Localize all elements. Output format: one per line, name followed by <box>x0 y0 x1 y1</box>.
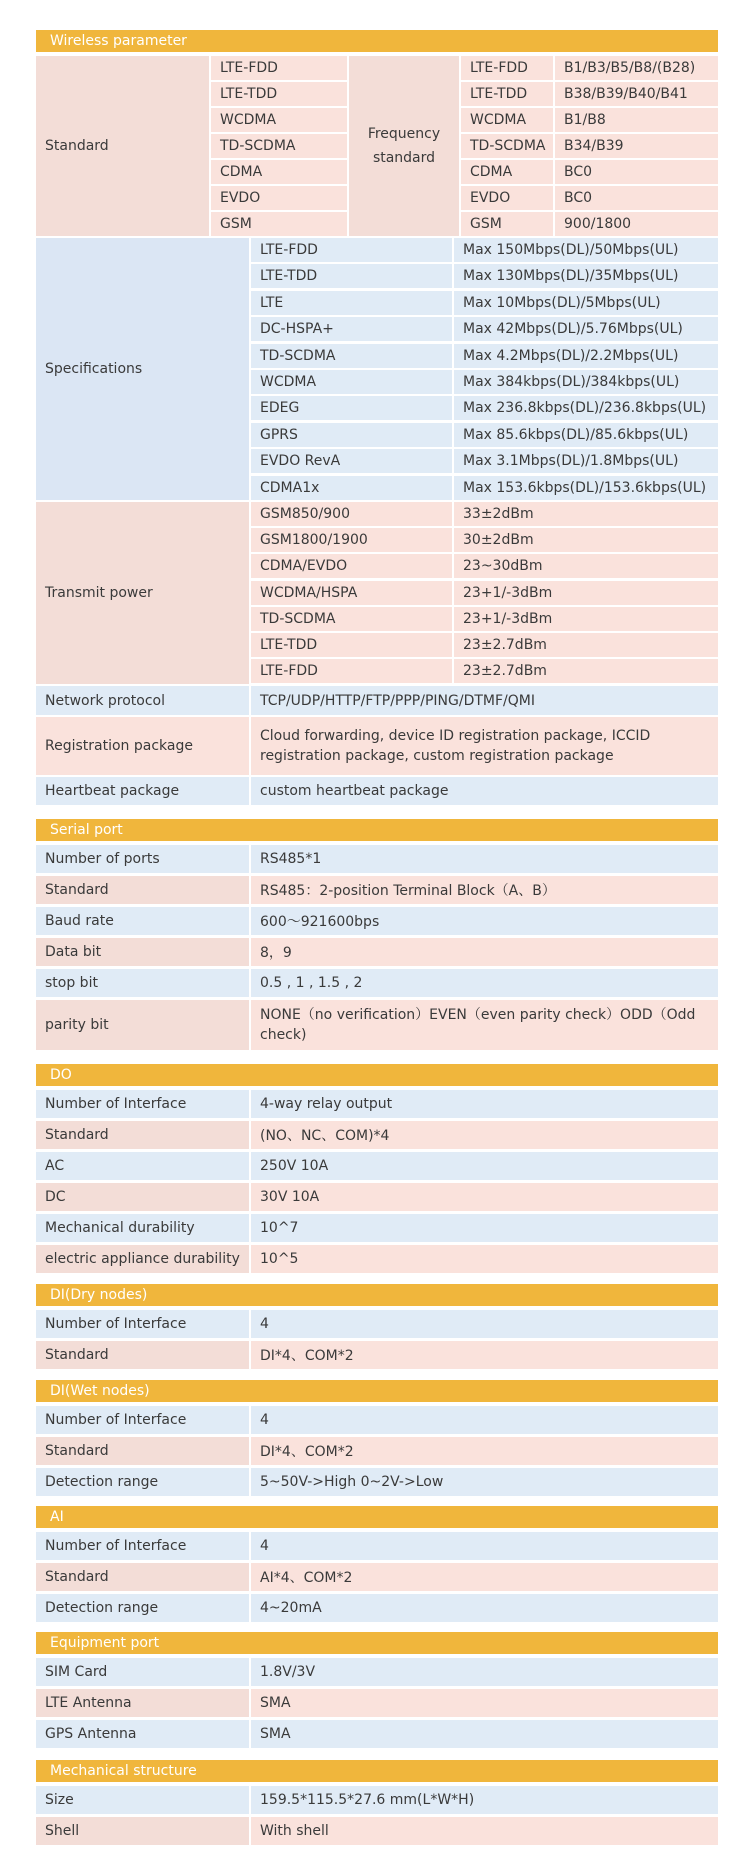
standard-item: EVDO <box>211 186 347 210</box>
row-label: Size <box>36 1786 249 1814</box>
row-label: Standard <box>36 876 249 904</box>
standard-item: CDMA <box>211 160 347 184</box>
spec-value: Max 150Mbps(DL)/50Mbps(UL) <box>454 238 718 262</box>
tx-value: 23+1/-3dBm <box>454 607 718 631</box>
standard-label: Standard <box>36 56 209 236</box>
row-label: Standard <box>36 1121 249 1149</box>
frequency-name: LTE-TDD <box>461 82 553 106</box>
row-value: 10^5 <box>251 1245 718 1273</box>
row-label: Detection range <box>36 1594 249 1622</box>
frequency-value: B34/B39 <box>555 134 718 158</box>
section-header-equipment: Equipment port <box>36 1632 718 1654</box>
tx-name: GSM850/900 <box>251 502 452 526</box>
row-label: Number of Interface <box>36 1310 249 1338</box>
section-header-ai: AI <box>36 1506 718 1528</box>
tx-name: TD-SCDMA <box>251 607 452 631</box>
spec-name: CDMA1x <box>251 476 452 500</box>
row-label: Standard <box>36 1437 249 1465</box>
spec-name: EDEG <box>251 396 452 420</box>
tx-name: CDMA/EVDO <box>251 554 452 578</box>
section-header-di-dry: DI(Dry nodes) <box>36 1284 718 1306</box>
spec-value: Max 130Mbps(DL)/35Mbps(UL) <box>454 264 718 288</box>
spec-name: GPRS <box>251 423 452 447</box>
tx-value: 23±2.7dBm <box>454 633 718 657</box>
row-value: RS485*1 <box>251 845 718 873</box>
tx-name: GSM1800/1900 <box>251 528 452 552</box>
row-label: electric appliance durability <box>36 1245 249 1273</box>
row-value: 159.5*115.5*27.6 mm(L*W*H) <box>251 1786 718 1814</box>
row-label: Baud rate <box>36 907 249 935</box>
row-label: Standard <box>36 1341 249 1369</box>
row-value: 1.8V/3V <box>251 1658 718 1686</box>
row-label: Number of Interface <box>36 1406 249 1434</box>
row-value: With shell <box>251 1817 718 1845</box>
heartbeat-package-value: custom heartbeat package <box>251 777 718 805</box>
spec-name: WCDMA <box>251 370 452 394</box>
section-header-serial: Serial port <box>36 819 718 841</box>
section-header-mechanical: Mechanical structure <box>36 1760 718 1782</box>
tx-value: 23~30dBm <box>454 554 718 578</box>
row-value: 4 <box>251 1532 718 1560</box>
frequency-name: EVDO <box>461 186 553 210</box>
frequency-value: B1/B3/B5/B8/(B28) <box>555 56 718 80</box>
tx-name: WCDMA/HSPA <box>251 581 452 605</box>
row-value: 0.5 , 1 , 1.5 , 2 <box>251 969 718 997</box>
frequency-name: LTE-FDD <box>461 56 553 80</box>
section-header-di-wet: DI(Wet nodes) <box>36 1380 718 1402</box>
frequency-name: TD-SCDMA <box>461 134 553 158</box>
row-label: parity bit <box>36 1000 249 1050</box>
row-value: 4 <box>251 1406 718 1434</box>
row-value: 5~50V->High 0~2V->Low <box>251 1468 718 1496</box>
tx-value: 33±2dBm <box>454 502 718 526</box>
frequency-value: BC0 <box>555 160 718 184</box>
row-label: Number of Interface <box>36 1532 249 1560</box>
row-label: Mechanical durability <box>36 1214 249 1242</box>
spec-value: Max 153.6kbps(DL)/153.6kbps(UL) <box>454 476 718 500</box>
spec-value: Max 236.8kbps(DL)/236.8kbps(UL) <box>454 396 718 420</box>
spec-name: DC-HSPA+ <box>251 317 452 341</box>
section-header-wireless: Wireless parameter <box>36 30 718 52</box>
row-value: 10^7 <box>251 1214 718 1242</box>
row-value: (NO、NC、COM)*4 <box>251 1121 718 1149</box>
network-protocol-label: Network protocol <box>36 686 249 715</box>
row-value: 30V 10A <box>251 1183 718 1211</box>
spec-value: Max 85.6kbps(DL)/85.6kbps(UL) <box>454 423 718 447</box>
row-label: SIM Card <box>36 1658 249 1686</box>
row-label: Detection range <box>36 1468 249 1496</box>
frequency-name: CDMA <box>461 160 553 184</box>
standard-item: WCDMA <box>211 108 347 132</box>
registration-package-value: Cloud forwarding, device ID registration package, ICCID registration package, custom registration package <box>251 717 718 775</box>
specifications-label: Specifications <box>36 238 249 500</box>
row-label: Number of Interface <box>36 1090 249 1118</box>
spec-name: LTE-FDD <box>251 238 452 262</box>
row-value: RS485：2-position Terminal Block（A、B） <box>251 876 718 904</box>
frequency-value: BC0 <box>555 186 718 210</box>
spec-name: LTE-TDD <box>251 264 452 288</box>
row-value: SMA <box>251 1689 718 1717</box>
frequency-value: B38/B39/B40/B41 <box>555 82 718 106</box>
row-label: Number of ports <box>36 845 249 873</box>
row-value: DI*4、COM*2 <box>251 1341 718 1369</box>
spec-value: Max 4.2Mbps(DL)/2.2Mbps(UL) <box>454 344 718 368</box>
tx-value: 30±2dBm <box>454 528 718 552</box>
transmit-power-label: Transmit power <box>36 502 249 684</box>
spec-value: Max 384kbps(DL)/384kbps(UL) <box>454 370 718 394</box>
row-value: 600～921600bps <box>251 907 718 935</box>
row-label: Standard <box>36 1563 249 1591</box>
spec-value: Max 10Mbps(DL)/5Mbps(UL) <box>454 291 718 315</box>
tx-name: LTE-TDD <box>251 633 452 657</box>
row-label: Data bit <box>36 938 249 966</box>
frequency-standard-label: Frequency standard <box>349 56 459 236</box>
spec-name: TD-SCDMA <box>251 344 452 368</box>
row-value: 4~20mA <box>251 1594 718 1622</box>
row-value: 250V 10A <box>251 1152 718 1180</box>
frequency-value: 900/1800 <box>555 212 718 236</box>
row-label: stop bit <box>36 969 249 997</box>
section-header-do: DO <box>36 1064 718 1086</box>
spec-value: Max 42Mbps(DL)/5.76Mbps(UL) <box>454 317 718 341</box>
spec-name: EVDO RevA <box>251 449 452 473</box>
tx-value: 23+1/-3dBm <box>454 581 718 605</box>
row-label: AC <box>36 1152 249 1180</box>
row-label: GPS Antenna <box>36 1720 249 1748</box>
row-value: DI*4、COM*2 <box>251 1437 718 1465</box>
spec-value: Max 3.1Mbps(DL)/1.8Mbps(UL) <box>454 449 718 473</box>
frequency-name: WCDMA <box>461 108 553 132</box>
row-label: DC <box>36 1183 249 1211</box>
tx-value: 23±2.7dBm <box>454 659 718 683</box>
row-label: LTE Antenna <box>36 1689 249 1717</box>
network-protocol-value: TCP/UDP/HTTP/FTP/PPP/PING/DTMF/QMI <box>251 686 718 715</box>
row-label: Shell <box>36 1817 249 1845</box>
row-value: 4 <box>251 1310 718 1338</box>
heartbeat-package-label: Heartbeat package <box>36 777 249 805</box>
row-value: 8，9 <box>251 938 718 966</box>
row-value: NONE（no verification）EVEN（even parity check）ODD（Odd check) <box>251 1000 718 1050</box>
frequency-value: B1/B8 <box>555 108 718 132</box>
standard-item: LTE-FDD <box>211 56 347 80</box>
standard-item: GSM <box>211 212 347 236</box>
spec-name: LTE <box>251 291 452 315</box>
row-value: 4-way relay output <box>251 1090 718 1118</box>
tx-name: LTE-FDD <box>251 659 452 683</box>
row-value: SMA <box>251 1720 718 1748</box>
registration-package-label: Registration package <box>36 717 249 775</box>
standard-item: TD-SCDMA <box>211 134 347 158</box>
row-value: AI*4、COM*2 <box>251 1563 718 1591</box>
standard-item: LTE-TDD <box>211 82 347 106</box>
frequency-name: GSM <box>461 212 553 236</box>
